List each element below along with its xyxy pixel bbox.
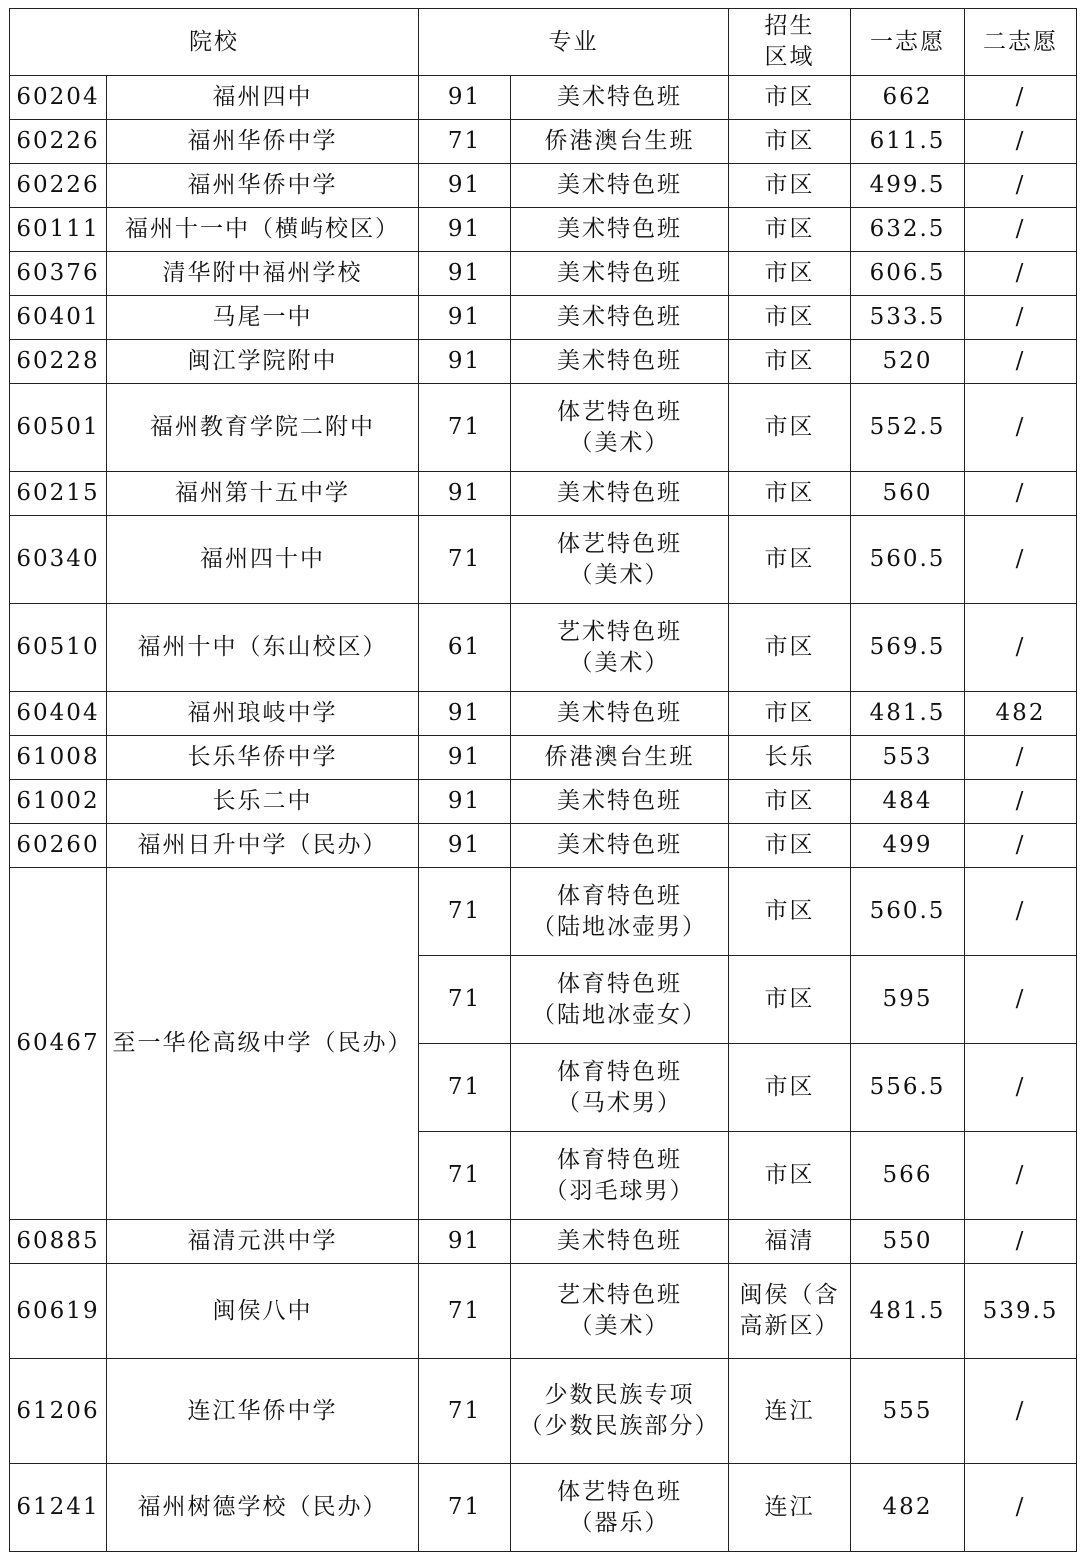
enroll-area: 市区 xyxy=(729,868,851,956)
second-choice-score: / xyxy=(965,1220,1077,1264)
major-code: 91 xyxy=(419,736,511,780)
header-first-choice: 一志愿 xyxy=(851,9,965,76)
school-code: 61206 xyxy=(10,1359,107,1464)
enroll-area: 市区 xyxy=(729,1132,851,1220)
major-name-line1: 体育特色班 xyxy=(557,1058,682,1085)
second-choice-score: / xyxy=(965,1464,1077,1552)
header-school: 院校 xyxy=(10,9,419,76)
second-choice-score: / xyxy=(965,956,1077,1044)
major-name-line1: 体育特色班 xyxy=(557,1146,682,1173)
second-choice-score: / xyxy=(965,604,1077,692)
table-row xyxy=(10,692,1077,736)
major-name: 美术特色班 xyxy=(511,296,729,340)
major-name-line2: （美术） xyxy=(569,429,670,456)
school-code: 61002 xyxy=(10,780,107,824)
school-name: 福州十一中（横屿校区） xyxy=(107,208,419,252)
first-choice-score: 499 xyxy=(851,824,965,868)
major-code: 91 xyxy=(419,824,511,868)
school-name: 福州日升中学（民办） xyxy=(107,824,419,868)
school-name: 福州树德学校（民办） xyxy=(107,1464,419,1552)
header-area xyxy=(729,9,851,76)
major-name-line2: （羽毛球男） xyxy=(544,1177,695,1204)
major-name-line1: 艺术特色班 xyxy=(557,618,682,645)
major-name-line2: （器乐） xyxy=(569,1509,670,1536)
major-name: 美术特色班 xyxy=(511,252,729,296)
school-name: 福清元洪中学 xyxy=(107,1220,419,1264)
major-code: 91 xyxy=(419,296,511,340)
major-name: 侨港澳台生班 xyxy=(511,736,729,780)
school-name: 福州教育学院二附中 xyxy=(107,384,419,472)
major-name xyxy=(511,868,729,956)
school-code: 61241 xyxy=(10,1464,107,1552)
second-choice-score: / xyxy=(965,252,1077,296)
table-row xyxy=(10,252,1077,296)
enroll-area: 市区 xyxy=(729,164,851,208)
header-major: 专业 xyxy=(419,9,729,76)
school-code: 60885 xyxy=(10,1220,107,1264)
major-code: 91 xyxy=(419,76,511,120)
second-choice-score: / xyxy=(965,340,1077,384)
second-choice-score: / xyxy=(965,1359,1077,1464)
major-name-line2: （美术） xyxy=(569,561,670,588)
table-row xyxy=(10,340,1077,384)
header-row xyxy=(10,9,1077,76)
first-choice-score: 553 xyxy=(851,736,965,780)
enroll-area: 市区 xyxy=(729,252,851,296)
major-name xyxy=(511,604,729,692)
major-code: 71 xyxy=(419,1264,511,1359)
first-choice-score: 606.5 xyxy=(851,252,965,296)
school-name: 长乐二中 xyxy=(107,780,419,824)
first-choice-score: 484 xyxy=(851,780,965,824)
school-name: 长乐华侨中学 xyxy=(107,736,419,780)
admission-score-table xyxy=(9,8,1077,1552)
second-choice-score: 539.5 xyxy=(965,1264,1077,1359)
second-choice-score: / xyxy=(965,868,1077,956)
major-name-line1: 体艺特色班 xyxy=(557,1478,682,1505)
major-name-line1: 少数民族专项 xyxy=(544,1382,695,1408)
major-name-line1: 体育特色班 xyxy=(557,970,682,997)
major-name xyxy=(511,956,729,1044)
enroll-area: 市区 xyxy=(729,692,851,736)
second-choice-score: / xyxy=(965,780,1077,824)
major-name-line2: （马术男） xyxy=(557,1089,682,1116)
school-code: 60376 xyxy=(10,252,107,296)
enroll-area: 市区 xyxy=(729,120,851,164)
major-name: 美术特色班 xyxy=(511,340,729,384)
school-code: 60404 xyxy=(10,692,107,736)
enroll-area: 市区 xyxy=(729,76,851,120)
school-name: 马尾一中 xyxy=(107,296,419,340)
major-code: 71 xyxy=(419,956,511,1044)
major-name xyxy=(511,1264,729,1359)
major-code: 91 xyxy=(419,252,511,296)
major-code: 91 xyxy=(419,472,511,516)
enroll-area: 市区 xyxy=(729,340,851,384)
school-code: 60204 xyxy=(10,76,107,120)
major-name-line2: （陆地冰壶女） xyxy=(532,1001,707,1028)
first-choice-score: 611.5 xyxy=(851,120,965,164)
header-second-choice: 二志愿 xyxy=(965,9,1077,76)
first-choice-score: 566 xyxy=(851,1132,965,1220)
major-name: 美术特色班 xyxy=(511,692,729,736)
major-code: 71 xyxy=(419,1044,511,1132)
second-choice-score: / xyxy=(965,208,1077,252)
school-code: 60226 xyxy=(10,164,107,208)
school-code: 60228 xyxy=(10,340,107,384)
second-choice-score: / xyxy=(965,164,1077,208)
second-choice-score: / xyxy=(965,736,1077,780)
second-choice-score: / xyxy=(965,384,1077,472)
major-name-line1: 体艺特色班 xyxy=(557,398,682,425)
enroll-area: 市区 xyxy=(729,472,851,516)
first-choice-score: 533.5 xyxy=(851,296,965,340)
table-row xyxy=(10,296,1077,340)
first-choice-score: 499.5 xyxy=(851,164,965,208)
major-name-line1: 体育特色班 xyxy=(557,882,682,909)
major-code: 61 xyxy=(419,604,511,692)
school-name: 闽侯八中 xyxy=(107,1264,419,1359)
major-code: 91 xyxy=(419,780,511,824)
table-row xyxy=(10,120,1077,164)
enroll-area: 长乐 xyxy=(729,736,851,780)
enroll-area: 福清 xyxy=(729,1220,851,1264)
table-row xyxy=(10,1264,1077,1359)
school-name: 福州华侨中学 xyxy=(107,164,419,208)
school-code: 60226 xyxy=(10,120,107,164)
major-name-line2: （美术） xyxy=(569,649,670,676)
school-code: 60501 xyxy=(10,384,107,472)
second-choice-score: / xyxy=(965,120,1077,164)
second-choice-score: / xyxy=(965,76,1077,120)
major-name: 侨港澳台生班 xyxy=(511,120,729,164)
school-name: 福州四十中 xyxy=(107,516,419,604)
major-name xyxy=(511,384,729,472)
second-choice-score: / xyxy=(965,516,1077,604)
school-code: 60619 xyxy=(10,1264,107,1359)
major-code: 71 xyxy=(419,1464,511,1552)
school-code: 60340 xyxy=(10,516,107,604)
second-choice-score: 482 xyxy=(965,692,1077,736)
major-code: 91 xyxy=(419,692,511,736)
enroll-area: 市区 xyxy=(729,956,851,1044)
table-row xyxy=(10,384,1077,472)
school-name: 福州第十五中学 xyxy=(107,472,419,516)
first-choice-score: 555 xyxy=(851,1359,965,1464)
first-choice-score: 560.5 xyxy=(851,868,965,956)
first-choice-score: 632.5 xyxy=(851,208,965,252)
first-choice-score: 520 xyxy=(851,340,965,384)
major-code: 91 xyxy=(419,340,511,384)
first-choice-score: 481.5 xyxy=(851,692,965,736)
enroll-area: 市区 xyxy=(729,516,851,604)
enroll-area-line1: 闽侯（含 xyxy=(739,1282,840,1308)
major-name: 美术特色班 xyxy=(511,164,729,208)
enroll-area-line2: 高新区） xyxy=(739,1313,840,1339)
school-name: 至一华伦高级中学（民办） xyxy=(107,868,419,1220)
first-choice-score: 552.5 xyxy=(851,384,965,472)
school-name: 福州华侨中学 xyxy=(107,120,419,164)
first-choice-score: 482 xyxy=(851,1464,965,1552)
major-name: 美术特色班 xyxy=(511,1220,729,1264)
table-row xyxy=(10,824,1077,868)
major-code: 91 xyxy=(419,1220,511,1264)
major-name: 美术特色班 xyxy=(511,780,729,824)
first-choice-score: 481.5 xyxy=(851,1264,965,1359)
table-row xyxy=(10,472,1077,516)
school-code: 60111 xyxy=(10,208,107,252)
school-code: 60510 xyxy=(10,604,107,692)
table-row xyxy=(10,76,1077,120)
school-code: 60401 xyxy=(10,296,107,340)
first-choice-score: 550 xyxy=(851,1220,965,1264)
school-name: 福州琅岐中学 xyxy=(107,692,419,736)
table-row xyxy=(10,736,1077,780)
first-choice-score: 560.5 xyxy=(851,516,965,604)
table-row xyxy=(10,1464,1077,1552)
enroll-area: 连江 xyxy=(729,1359,851,1464)
second-choice-score: / xyxy=(965,296,1077,340)
enroll-area: 市区 xyxy=(729,780,851,824)
school-code: 61008 xyxy=(10,736,107,780)
major-name xyxy=(511,516,729,604)
table-row xyxy=(10,1220,1077,1264)
major-name-line2: （少数民族部分） xyxy=(519,1413,720,1439)
major-code: 71 xyxy=(419,1132,511,1220)
school-code: 60260 xyxy=(10,824,107,868)
major-code: 91 xyxy=(419,164,511,208)
school-name: 福州四中 xyxy=(107,76,419,120)
school-name: 清华附中福州学校 xyxy=(107,252,419,296)
header-area-line1: 招生 xyxy=(764,13,815,39)
major-code: 71 xyxy=(419,384,511,472)
enroll-area xyxy=(729,1264,851,1359)
major-code: 71 xyxy=(419,516,511,604)
header-area-line2: 区域 xyxy=(764,44,815,70)
major-name-line1: 体艺特色班 xyxy=(557,530,682,557)
major-name xyxy=(511,1132,729,1220)
enroll-area: 市区 xyxy=(729,208,851,252)
major-name-line2: （美术） xyxy=(569,1313,670,1339)
major-name xyxy=(511,1464,729,1552)
major-name: 美术特色班 xyxy=(511,472,729,516)
school-name: 福州十中（东山校区） xyxy=(107,604,419,692)
major-code: 91 xyxy=(419,208,511,252)
major-code: 71 xyxy=(419,868,511,956)
school-code: 60467 xyxy=(10,868,107,1220)
first-choice-score: 569.5 xyxy=(851,604,965,692)
major-name xyxy=(511,1359,729,1464)
enroll-area: 市区 xyxy=(729,384,851,472)
second-choice-score: / xyxy=(965,1132,1077,1220)
table-row xyxy=(10,780,1077,824)
enroll-area: 连江 xyxy=(729,1464,851,1552)
school-name: 连江华侨中学 xyxy=(107,1359,419,1464)
second-choice-score: / xyxy=(965,1044,1077,1132)
enroll-area: 市区 xyxy=(729,824,851,868)
enroll-area: 市区 xyxy=(729,604,851,692)
table-row xyxy=(10,604,1077,692)
major-name: 美术特色班 xyxy=(511,76,729,120)
school-name: 闽江学院附中 xyxy=(107,340,419,384)
table-row xyxy=(10,868,1077,956)
second-choice-score: / xyxy=(965,472,1077,516)
major-code: 71 xyxy=(419,1359,511,1464)
school-code: 60215 xyxy=(10,472,107,516)
table-row xyxy=(10,164,1077,208)
first-choice-score: 662 xyxy=(851,76,965,120)
table-row xyxy=(10,516,1077,604)
table-row xyxy=(10,208,1077,252)
first-choice-score: 556.5 xyxy=(851,1044,965,1132)
major-code: 71 xyxy=(419,120,511,164)
major-name: 美术特色班 xyxy=(511,208,729,252)
major-name: 美术特色班 xyxy=(511,824,729,868)
enroll-area: 市区 xyxy=(729,296,851,340)
enroll-area: 市区 xyxy=(729,1044,851,1132)
first-choice-score: 595 xyxy=(851,956,965,1044)
major-name-line1: 艺术特色班 xyxy=(557,1282,682,1308)
first-choice-score: 560 xyxy=(851,472,965,516)
major-name xyxy=(511,1044,729,1132)
table-row xyxy=(10,1359,1077,1464)
major-name-line2: （陆地冰壶男） xyxy=(532,913,707,940)
second-choice-score: / xyxy=(965,824,1077,868)
